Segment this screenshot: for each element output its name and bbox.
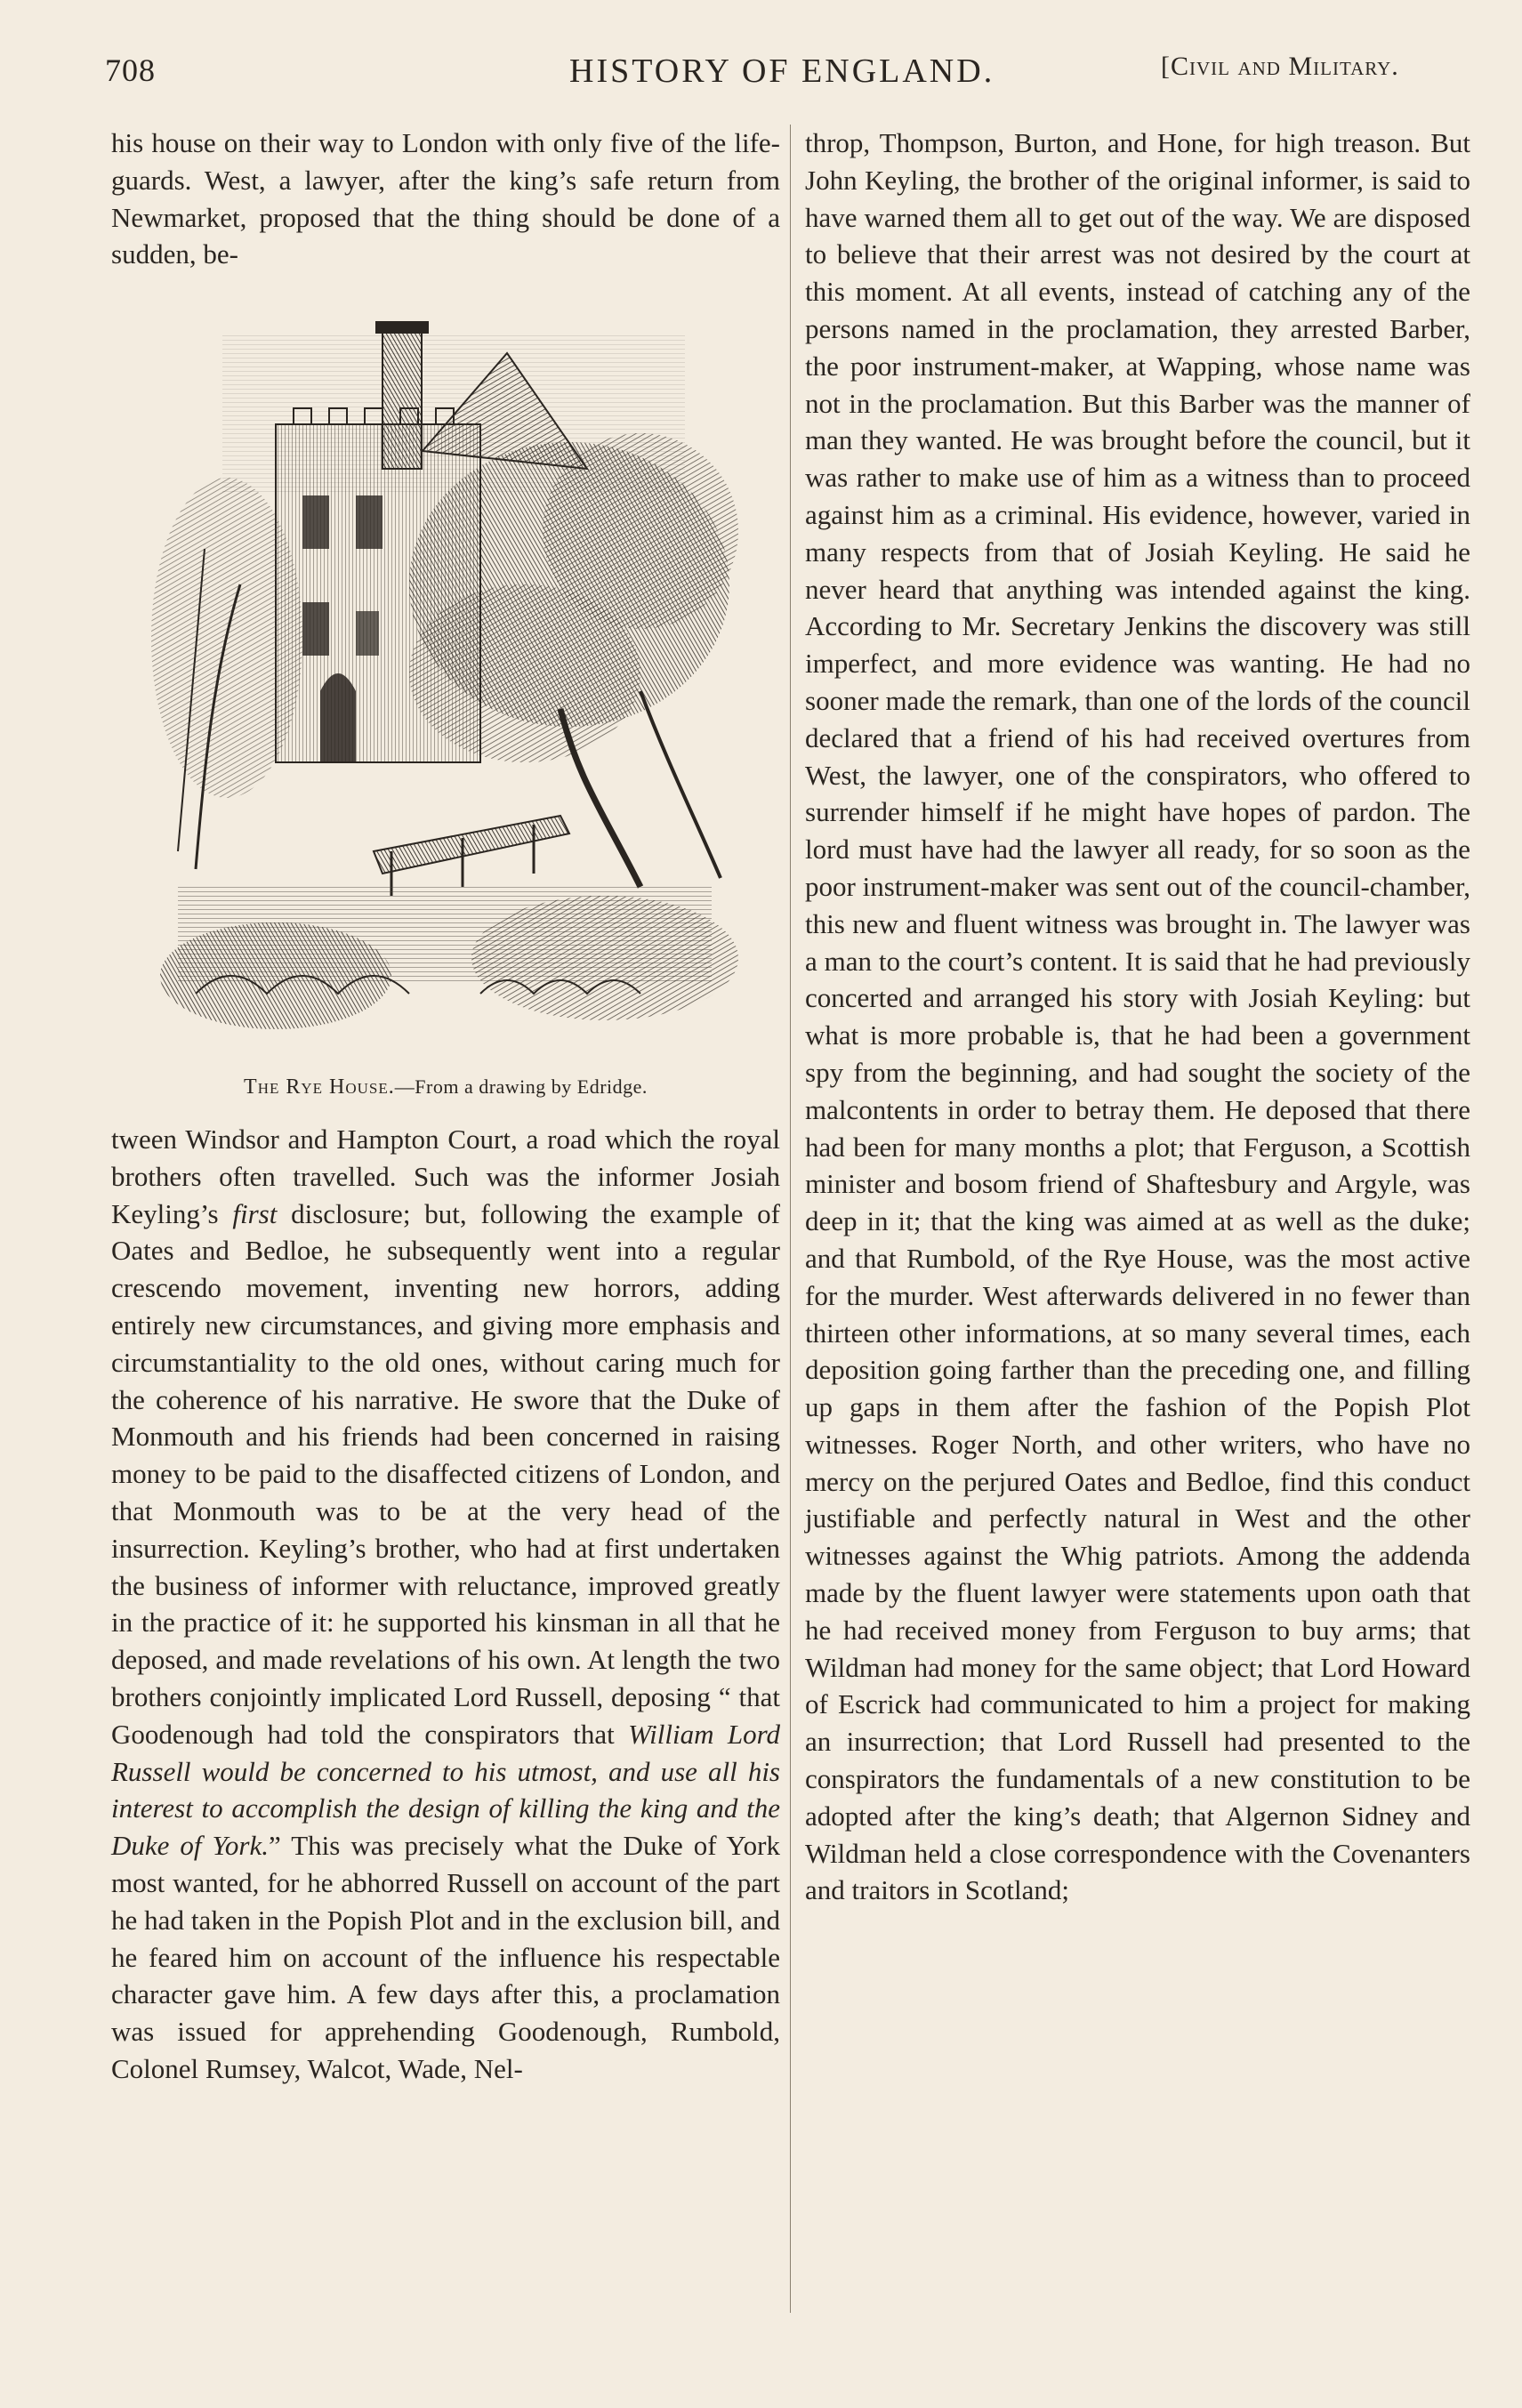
running-title: HISTORY OF ENGLAND. xyxy=(569,52,995,90)
italic-quote: William Lord Russell would be concerned to his utmost, and use all his interest to accomplish the design of killing the king and the Duke of York. xyxy=(111,1718,781,1862)
left-paragraph-main xyxy=(111,1121,780,2088)
rye-house-engraving xyxy=(142,318,749,1056)
right-paragraph: throp, Thompson, Burton, and Hone, for high treason. But John Keyling, the brother of the original informer, is said to have warned them all to get out of the way. We are disposed to believe that their arrest was not desired by the court at this moment. At all events, instead of catching any of the persons named in the proclamation, they arrested Barber, the poor instrument-maker, at Wapping, whose name was not in the proclamation. But this Barber was the manner of man they wanted. He was brought before the council, but it was rather to make use of him as a witness than to proceed against him as a criminal. His evidence, however, varied in many respects from that of Josiah Keyling. He said he never heard that anything was intended against the king. According to Mr. Secretary Jenkins the discovery was still imperfect, and more evidence was wanting. He had no sooner made the remark, than one of the lords of the council declared that a friend of his had received overtures from West, the lawyer, one of the conspirators, who offered to surrender himself if he might have hopes of pardon. The lord must have had the lawyer all ready, for so soon as the poor instrument-maker was sent out of the council-chamber, this new and fluent witness was brought in. The lawyer was a man to the court’s content. It is said that he had previously concerted and arranged his story with Josiah Keyling: but what is more probable is, that he had been a government spy from the beginning, and had sought the society of the malcontents in order to betray them. He deposed that there had been for many months a plot; that Ferguson, a Scottish minister and bosom friend of Shaftesbury and Argyle, was deep in it; that the king was aimed at as well as the duke; and that Rumbold, of the Rye House, was the most active for the murder. West afterwards delivered in no fewer than thirteen other informations, at so many several times, each deposition going farther than the preceding one, and filling up gaps in them after the fashion of the Popish Plot witnesses. Roger North, and other writers, who have no mercy on the perjured Oates and Bedloe, find this conduct justifiable and perfectly natural in West and the other witnesses against the Whig patriots. Among the addenda made by the fluent lawyer were statements upon oath that he had received money from Ferguson to buy arms; that Wildman had money for the same object; that Lord Howard of Escrick had communicated to him a project for making an insurrection; that Lord Russell had presented to the conspirators the fundamentals of a new constitution to be adopted after the king’s death; that Algernon Sidney and Wildman held a close correspondence with the Covenanters and traitors in Scotland; xyxy=(805,127,1470,1906)
caption-title: The Rye House. xyxy=(244,1075,395,1099)
section-label: [Civil and Military. xyxy=(1161,52,1399,81)
left-column xyxy=(111,125,780,2088)
column-divider xyxy=(790,125,791,2313)
text-run: tween Windsor and Hampton Court, a road which the royal brothers often travelled. Such was the informer Josiah Keyling’s xyxy=(111,1123,780,1229)
text-run: ” This was precisely what the Duke of York most wanted, for he abhorred Russell on account of the part he had taken in the Popish Plot and in the exclusion bill, and he feared him on account of the influence his respectable character gave him. A few days after this, a proclamation was issued for apprehending Goodenough, Rumbold, Colonel Rumsey, Walcot, Wade, Nel- xyxy=(111,1830,780,2084)
rye-house-illustration xyxy=(142,318,749,1056)
page-header xyxy=(0,52,1522,96)
left-paragraph-top: his house on their way to London with only five of the life-guards. West, a lawyer, after the king’s safe return from Newmarket, proposed that the thing should be done of a sudden, be- xyxy=(111,127,780,270)
figure-caption xyxy=(111,1068,780,1107)
italic-run: first xyxy=(232,1197,278,1229)
page-number: 708 xyxy=(105,52,156,88)
caption-source: —From a drawing by Edridge. xyxy=(394,1075,648,1099)
right-column xyxy=(805,125,1470,1909)
text-run: disclosure; but, following the example of Oates and Bedloe, he subsequently went into a regular crescendo movement, inventing new horrors, adding entirely new circumstances, and giving more emphasis and circumstantiality to the old ones, without caring much for the coherence of his narrative. He swore that the Duke of Monmouth and his friends had been concerned in raising money to be paid to the disaffected citizens of London, and that Monmouth was to be at the very head of the insurrection. Keyling’s brother, who had at first undertaken the business of informer with reluctance, improved greatly in the practice of it: he supported his kinsman in all that he deposed, and made revelations of his own. At length the two brothers conjointly implicated Lord Russell, deposing “ that Goodenough had told the conspirators that xyxy=(111,1197,781,1750)
